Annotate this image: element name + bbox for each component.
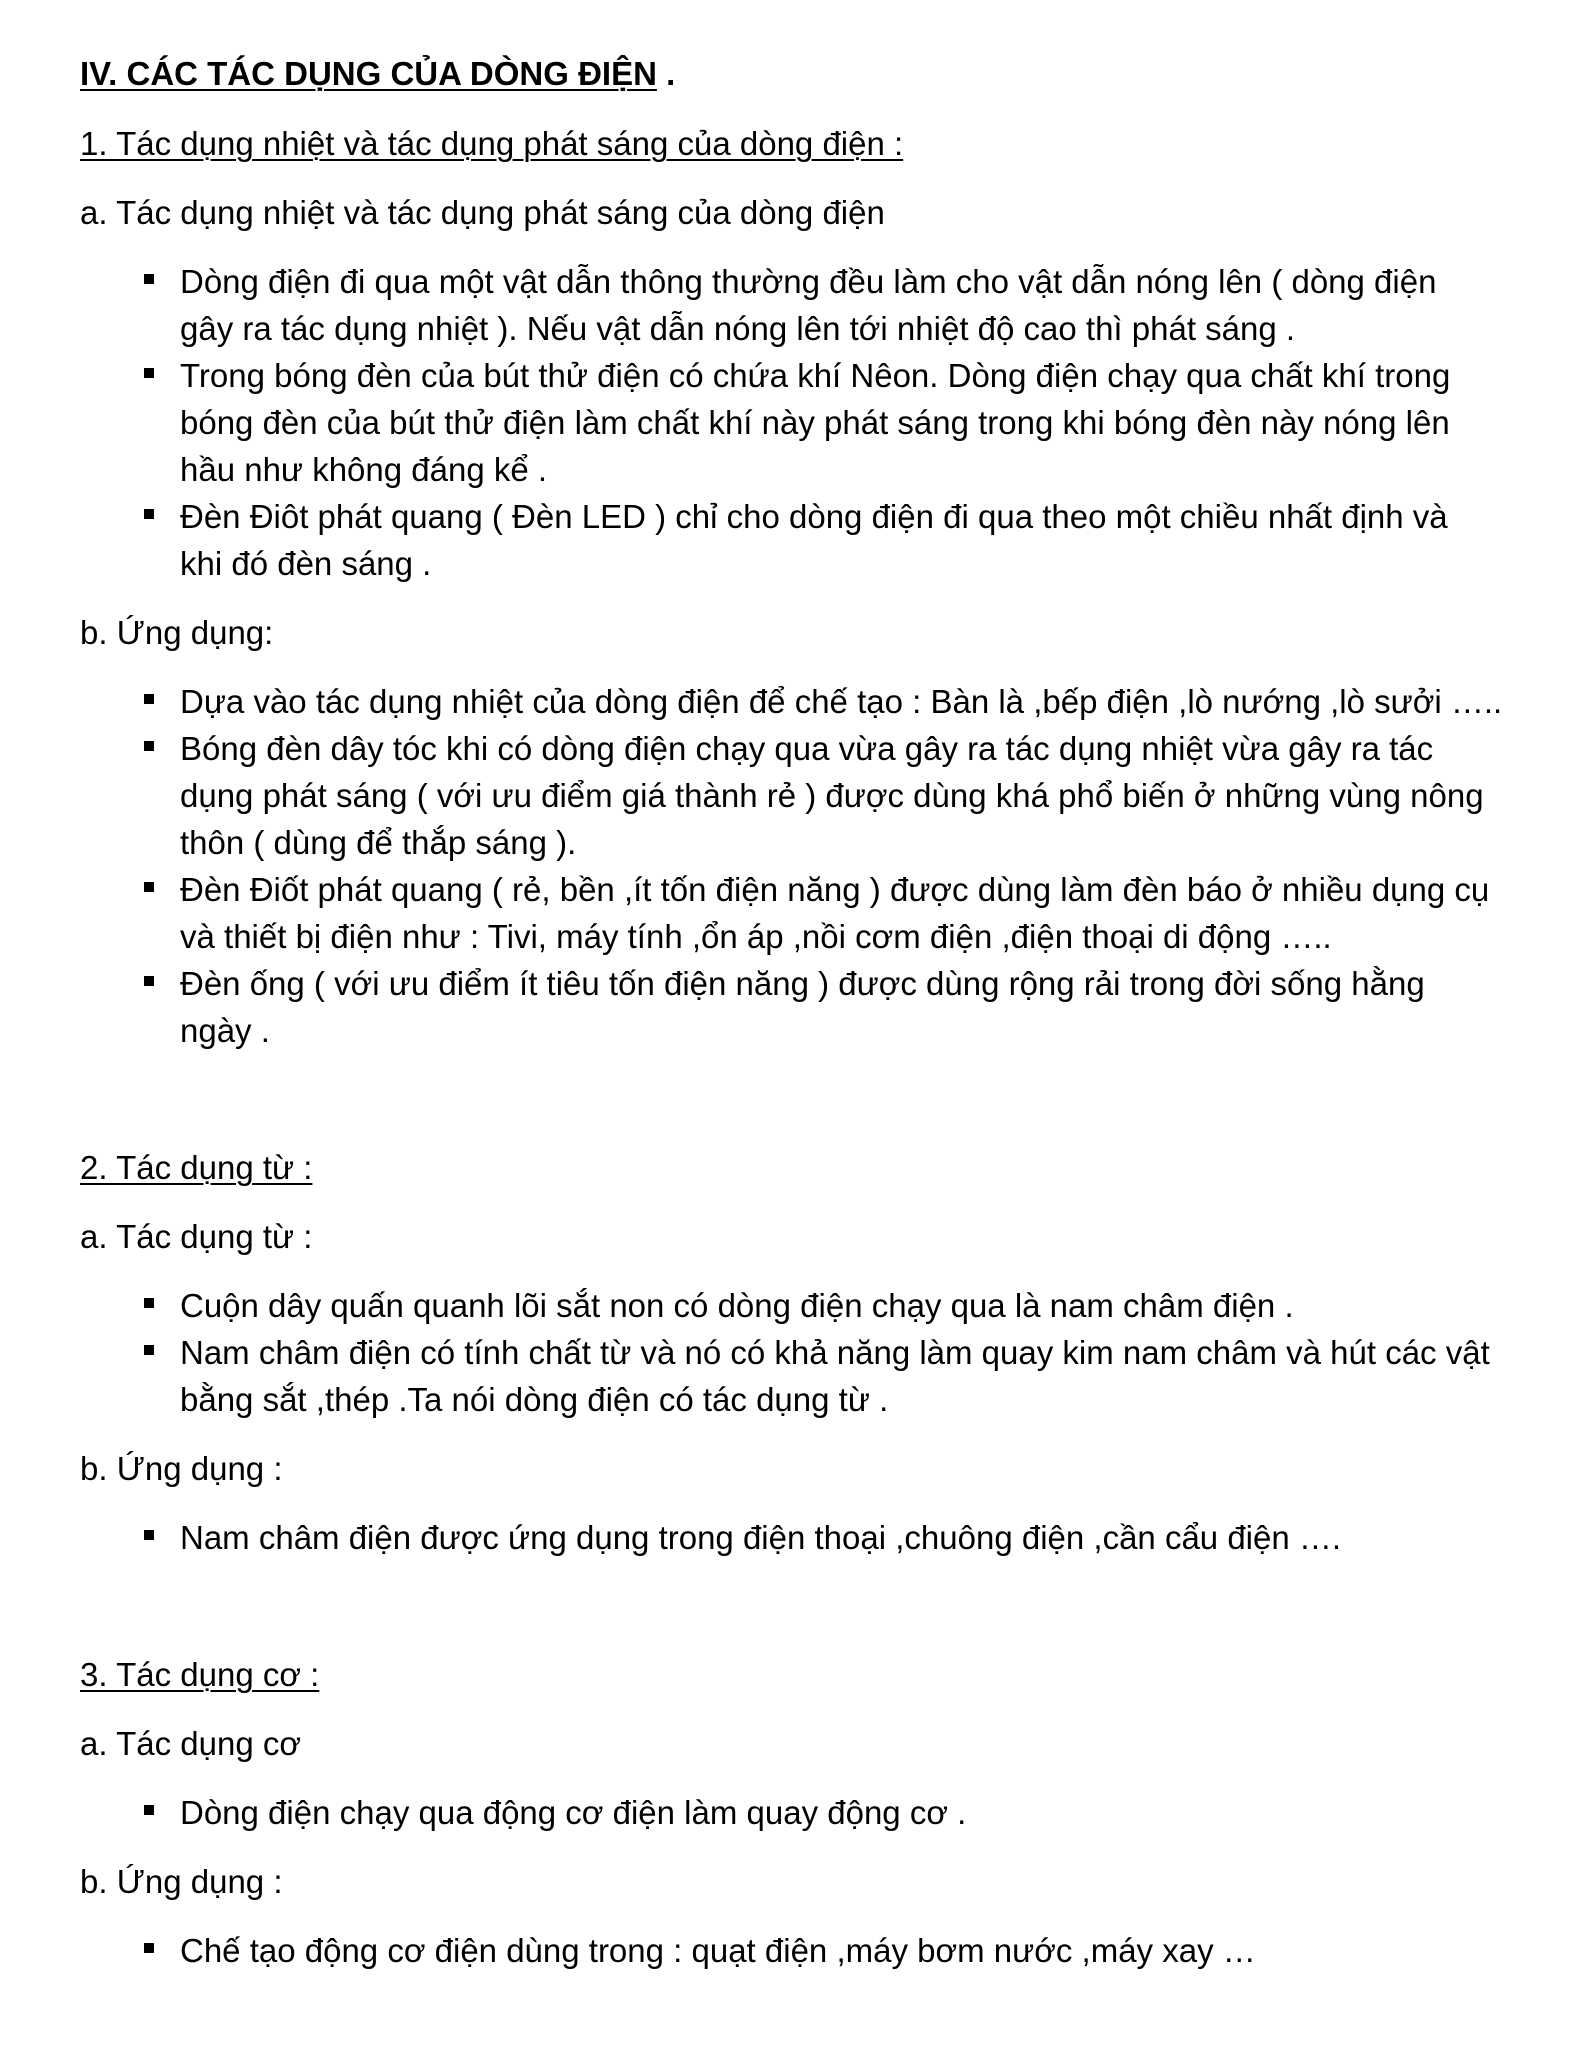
bullet-item	[180, 725, 1503, 866]
bullet-item	[180, 866, 1503, 960]
bullet-line: Nam châm điện có tính chất từ và nó có khả năng làm quay kim nam châm và hút các vật	[180, 1334, 1490, 1371]
bullet-item	[180, 1282, 1503, 1329]
square-bullet-icon	[144, 1345, 154, 1355]
square-bullet-icon	[144, 882, 154, 892]
square-bullet-icon	[144, 274, 154, 284]
square-bullet-icon	[144, 1530, 154, 1540]
bullet-line: Đèn ống ( với ưu điểm ít tiêu tốn điện năng ) được dùng rộng rải trong đời sống hằng	[180, 965, 1425, 1002]
bullet-list	[80, 258, 1503, 587]
bullet-item	[180, 1927, 1503, 1974]
bullet-line: Dựa vào tác dụng nhiệt của dòng điện để chế tạo : Bàn là ,bếp điện ,lò nướng ,lò sưởi …..	[180, 683, 1503, 720]
document-title-text: IV. CÁC TÁC DỤNG CỦA DÒNG ĐIỆN	[80, 55, 657, 92]
square-bullet-icon	[144, 976, 154, 986]
bullet-item	[180, 352, 1503, 493]
sections-container	[80, 120, 1503, 1974]
bullet-line: và thiết bị điện như : Tivi, máy tính ,ổn áp ,nồi cơm điện ,điện thoại di động …..	[180, 918, 1332, 955]
section-spacer	[80, 1076, 1503, 1144]
bullet-list	[80, 1927, 1503, 1974]
bullet-item	[180, 678, 1503, 725]
bullet-item	[180, 1789, 1503, 1836]
bullet-line: Bóng đèn dây tóc khi có dòng điện chạy qua vừa gây ra tác dụng nhiệt vừa gây ra tác	[180, 730, 1434, 767]
bullet-item	[180, 493, 1503, 587]
square-bullet-icon	[144, 1943, 154, 1953]
bullet-line: Trong bóng đèn của bút thử điện có chứa khí Nêon. Dòng điện chạy qua chất khí trong	[180, 357, 1451, 394]
bullet-line: Dòng điện đi qua một vật dẫn thông thường đều làm cho vật dẫn nóng lên ( dòng điện	[180, 263, 1437, 300]
bullet-line: Đèn Điốt phát quang ( rẻ, bền ,ít tốn điện năng ) được dùng làm đèn báo ở nhiều dụng cụ	[180, 871, 1490, 908]
bullet-item	[180, 258, 1503, 352]
subsection-label-a: a. Tác dụng nhiệt và tác dụng phát sáng của dòng điện	[80, 194, 885, 231]
bullet-list	[80, 1789, 1503, 1836]
bullet-item	[180, 1329, 1503, 1423]
bullet-list	[80, 1514, 1503, 1561]
subsection-label-b: b. Ứng dụng :	[80, 1863, 283, 1900]
square-bullet-icon	[144, 694, 154, 704]
bullet-line: Dòng điện chạy qua động cơ điện làm quay động cơ .	[180, 1794, 967, 1831]
bullet-line: Đèn Điôt phát quang ( Đèn LED ) chỉ cho dòng điện đi qua theo một chiều nhất định và	[180, 498, 1448, 535]
bullet-line: Chế tạo động cơ điện dùng trong : quạt điện ,máy bơm nước ,máy xay …	[180, 1932, 1256, 1969]
section-heading	[80, 1651, 1503, 1698]
section-heading-text: 1. Tác dụng nhiệt và tác dụng phát sáng của dòng điện :	[80, 125, 904, 162]
bullet-line: ngày .	[180, 1012, 270, 1049]
section-spacer	[80, 1583, 1503, 1651]
section-heading	[80, 120, 1503, 167]
section-heading-text: 2. Tác dụng từ :	[80, 1149, 313, 1186]
square-bullet-icon	[144, 1805, 154, 1815]
square-bullet-icon	[144, 741, 154, 751]
bullet-line: dụng phát sáng ( với ưu điểm giá thành rẻ ) được dùng khá phổ biến ở những vùng nông	[180, 777, 1484, 814]
bullet-line: Nam châm điện được ứng dụng trong điện thoại ,chuông điện ,cần cẩu điện ….	[180, 1519, 1342, 1556]
subsection-label-a: a. Tác dụng từ :	[80, 1218, 313, 1255]
bullet-line: gây ra tác dụng nhiệt ). Nếu vật dẫn nóng lên tới nhiệt độ cao thì phát sáng .	[180, 310, 1296, 347]
bullet-list	[80, 1282, 1503, 1423]
document-title-suffix: .	[656, 55, 676, 92]
bullet-line: bằng sắt ,thép .Ta nói dòng điện có tác dụng từ .	[180, 1381, 889, 1418]
subsection-label-b: b. Ứng dụng :	[80, 1450, 283, 1487]
square-bullet-icon	[144, 509, 154, 519]
document-title	[80, 52, 1503, 96]
bullet-line: hầu như không đáng kể .	[180, 451, 548, 488]
subsection-label-b: b. Ứng dụng:	[80, 614, 274, 651]
section-heading-text: 3. Tác dụng cơ :	[80, 1656, 320, 1693]
bullet-line: thôn ( dùng để thắp sáng ).	[180, 824, 577, 861]
bullet-item	[180, 960, 1503, 1054]
bullet-line: bóng đèn của bút thử điện làm chất khí này phát sáng trong khi bóng đèn này nóng lên	[180, 404, 1450, 441]
bullet-line: khi đó đèn sáng .	[180, 545, 432, 582]
bullet-list	[80, 678, 1503, 1054]
square-bullet-icon	[144, 1298, 154, 1308]
bullet-line: Cuộn dây quấn quanh lõi sắt non có dòng điện chạy qua là nam châm điện .	[180, 1287, 1294, 1324]
square-bullet-icon	[144, 368, 154, 378]
subsection-label-a: a. Tác dụng cơ	[80, 1725, 301, 1762]
section-heading	[80, 1144, 1503, 1191]
bullet-item	[180, 1514, 1503, 1561]
